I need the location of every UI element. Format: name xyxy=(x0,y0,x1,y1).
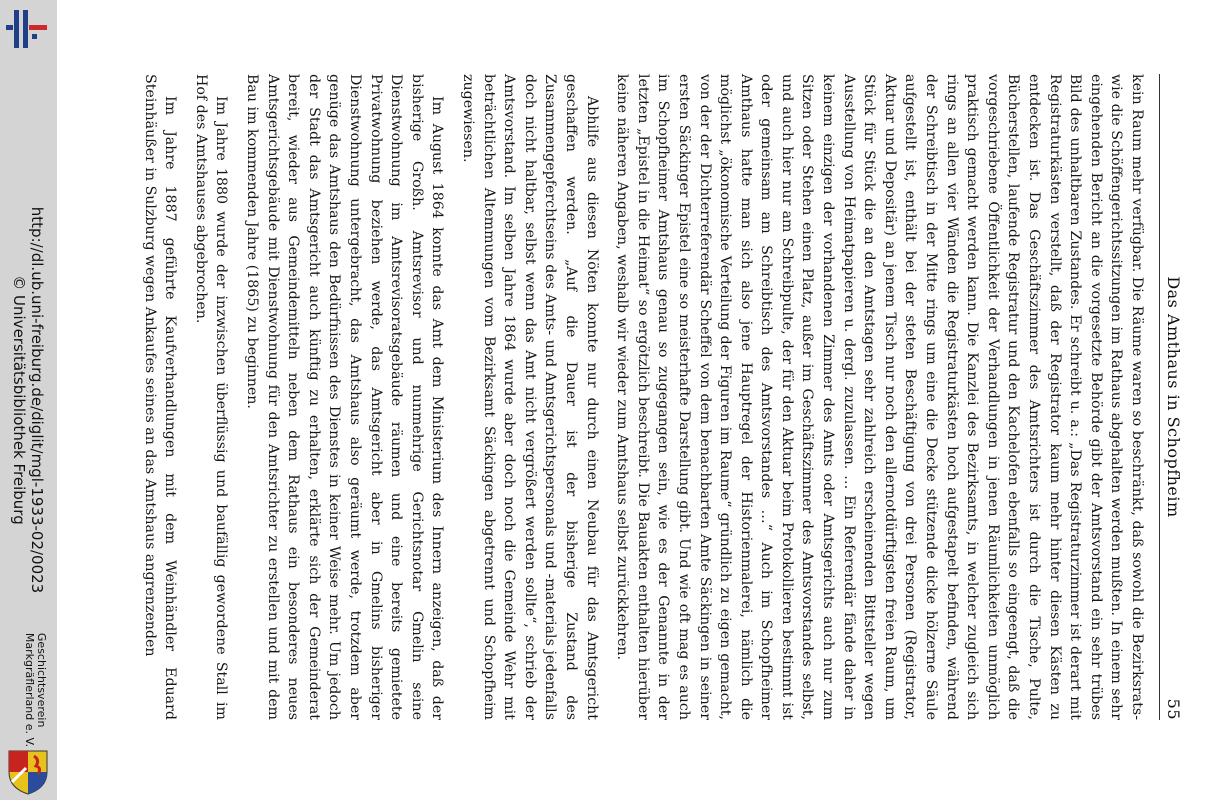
source-url[interactable]: http://dl.ub.uni-freiburg.de/diglit/mgl-1933-02/0023 xyxy=(28,206,46,594)
body-text xyxy=(139,74,1147,720)
society-name-line1: Geschichtsverein xyxy=(35,632,48,728)
paragraph: Abhilfe aus diesen Nöten konnte nur durch einen Neubau für das Amtsgericht geschaffen werden. „Auf die Dauer ist der bisherige Zustand des Zusammengepferchtseins des Amts- und Amtsgerichtspersonals und -materials jedenfalls doch nicht haltbar, selbst wenn das Amt nicht vergrößert werden sollte“, schrieb der Amtsvorstand. Im selben Jahre 1864 wurde aber doch noch die Gemeinde Wehr mit beträchtlichen Altemmungen vom Bezirksamt Säckingen abgetrennt und Schopfheim zugewiesen. xyxy=(459,74,600,720)
running-header xyxy=(1159,74,1183,720)
paragraph: kein Raum mehr verfügbar. Die Räume waren so beschränkt, daß sowohl die Bezirksrats- wie die Schöffengerichtssitzungen im Rathaus abgehalten werden mußten. In einem sehr eingehenden Bericht an die vorgesetzte Behörde gibt der Amtsvorstand ein sehr trübes Bild des unhaltbaren Zustandes. Er schreibt u. a.: „Das Registraturzimmer ist derart mit Registraturkästen verstellt, daß der Registrator kaum mehr hinter diesen Kästen zu entdecken ist. Das Geschäftszimmer des Amtsrichters ist durch die Tische, Pulte, Bücherstellen, laufende Registratur und den Kachelofen ebenfalls so eingeengt, daß die vorgeschriebene Öffentlichkeit der Verhandlungen in jenen Räumlichkeiten unmöglich praktisch gemacht werden kann. Die Kanzlei des Bezirksamts, in welcher zugleich sich rings an allen vier Wänden die Registraturkästen hoch aufgestapelt befinden, während der Schreibtisch in der Mitte rings um eine die Decke stützende dicke hölzerne Säule aufgestellt ist, enthält bei der steten Beschäftigung von drei Personen (Registrator, Aktuar und Depositär) an jenem Tisch nur noch den allernotdürftigsten freien Raum, um Stück für Stück die an den Amtstagen sehr zahlreich erscheinenden Bittsteller wegen Ausstellung von Heimatpapieren u. dergl. zuzulassen. … Ein Referendär fände daher in keinem einzigen der vorhandenen Zimmer des Amts oder Amtsgerichts auch nur zum Sitzen oder Stehen einen Platz, außer im Geschäftszimmer des Amtsvorstandes selbst, und auch hier nur am Schreibpulte, der für den Aktuar beim Protokollieren bestimmt ist oder gemeinsam am Schreibtisch des Amtsvorstandes …“ Auch im Schopfheimer Amthaus hatte man sich also jene Hauptregel der Historienmalerei, nämlich die möglichst „ökonomische Verteilung der Figuren im Raume“ gründlich zu eigen gemacht, von der der Dichterreferendär Scheffel von dem benachbarten Amte Säckingen in seiner ersten Säckinger Epistel eine so meisterhafte Darstellung gibt. Und wie oft mag es auch im Schopfheimer Amtshaus genau so zugegangen sein, wie es der Genannte in der letzten „Epistel in die Heimat“ so ergötzlich beschreibt. Die Bauakten enthalten hierüber keine näheren Angaben, weshalb wir wieder zum Amtshaus selbst zurückkehren. xyxy=(613,74,1145,720)
ub-freiburg-logo-icon[interactable] xyxy=(4,6,50,52)
document-page xyxy=(57,0,1232,800)
society-credit xyxy=(23,633,47,747)
paragraph: Im August 1864 konnte das Amt dem Ministerium des Innern anzeigen, daß der bisherige Großh. Amtsrevisor und nunmehrige Gerichtsnotar Gmelin seine Dienstwohnung im Amtsrevisoratsgebäude räumen und eine bereits gemietete Privatwohnung beziehen werde, das Amtsgericht aber in Gmelins bisheriger Dienstwohnung untergebracht, das Amtshaus also geräumt werde, trotzdem aber genüge das Amtshaus den Bedürfnissen des Dienstes in keiner Weise mehr. Um jedoch der Stadt das Amtsgericht auch künftig zu erhalten, erklärte sich der Gemeinderat bereit, wieder aus Gemeindemitteln neben dem Rathaus ein besonderes neues Amtsgerichtsgebäude mit Dienstwohnung für den Amtsrichter zu erstellen und mit dem Bau im kommenden Jahre (1865) zu beginnen. xyxy=(243,74,445,720)
paragraph: Im Jahre 1887 geführte Kaufverhandlungen mit dem Weinhändler Eduard Steinhäußer in Sulzburg wegen Ankaufes seines an das Amtshaus angrenzenden xyxy=(141,74,178,720)
source-info xyxy=(10,207,46,593)
society-name-line2: Markgräflerland e. V. xyxy=(23,632,36,748)
page-number: 55 xyxy=(1163,698,1183,720)
page-content xyxy=(85,40,1205,760)
copyright-notice: © Universitätsbibliothek Freiburg xyxy=(10,275,28,525)
viewer-sidebar xyxy=(0,0,57,800)
running-title: Das Amthaus in Schopfheim xyxy=(1163,276,1183,518)
markgraeflerland-crest-icon xyxy=(6,748,50,796)
paragraph: Im Jahre 1880 wurde der inzwischen überflüssig und baufällig gewordene Stall im Hof des Amtshauses abgebrochen. xyxy=(192,74,229,720)
